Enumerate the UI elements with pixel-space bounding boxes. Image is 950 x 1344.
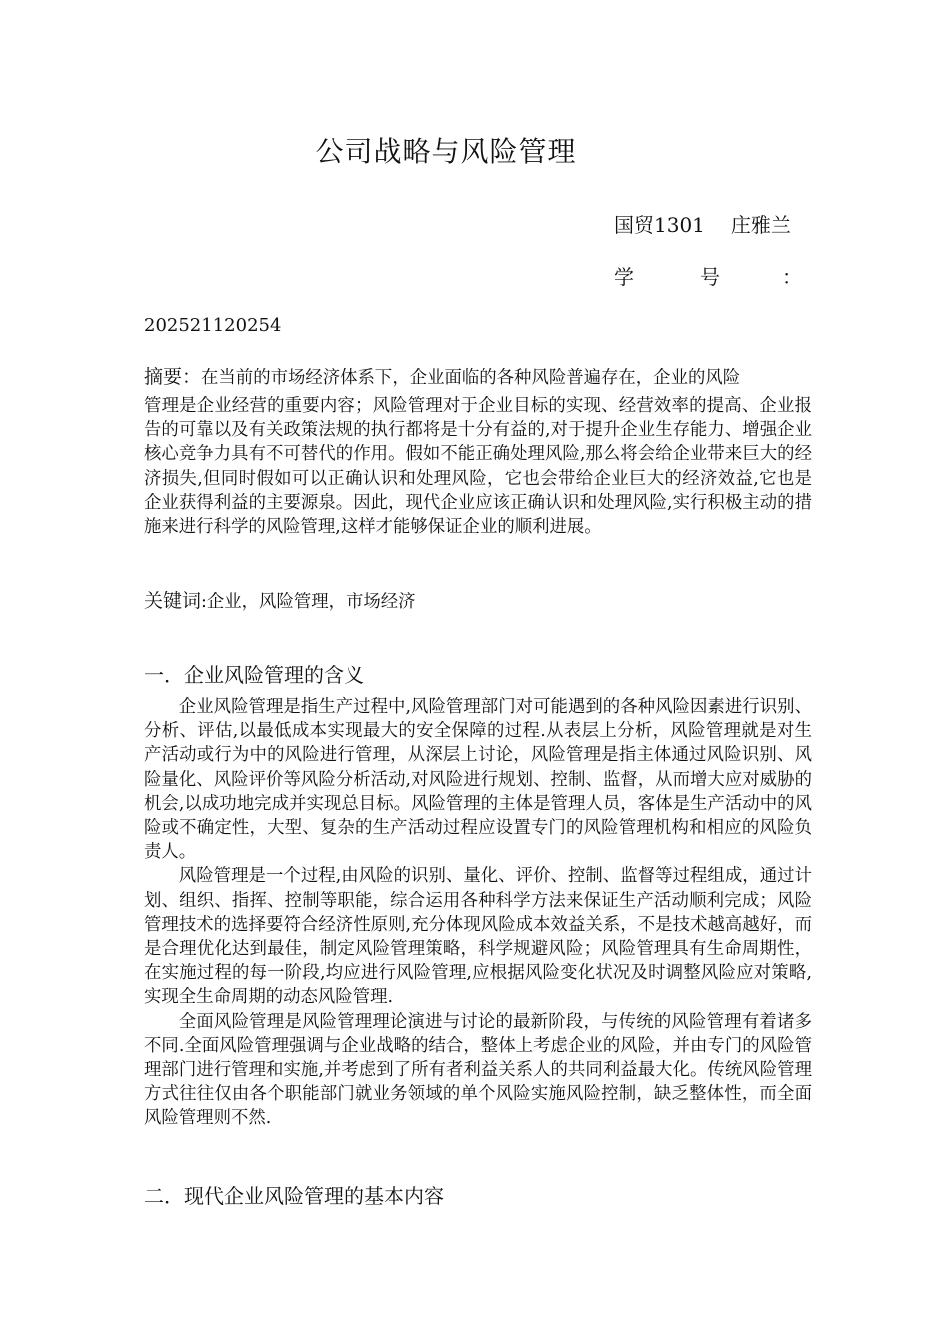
keywords-label: 关键词 xyxy=(144,590,202,612)
paragraph: 风险管理是一个过程,由风险的识别、量化、评价、控制、监督等过程组成，通过计划、组织、指挥、控制等职能，综合运用各种科学方法来保证生产活动顺利完成；风险管理技术的选择要符合经济性原则,充分体现风险成本效益关系，不是技术越高越好，而是合理优化达到最佳，制定风险管理策略，科学规避风险；风险管理具有生命周期性，在实施过程的每一阶段,均应进行风险管理,应根据风险变化状况及时调整风险应对策略,实现全生命周期的动态风险管理. xyxy=(144,866,812,1008)
section-heading-1: 一．企业风险管理的含义 xyxy=(144,663,364,687)
student-id-label-char-2: 号 xyxy=(700,265,720,289)
author-name: 庄雅兰 xyxy=(730,213,791,237)
keywords-text: :企业，风险管理，市场经济 xyxy=(201,592,416,612)
abstract-first-line-text: 在当前的市场经济体系下，企业面临的各种风险普遍存在，企业的风险 xyxy=(201,368,741,388)
student-id-label-colon: ： xyxy=(782,265,802,289)
document-title: 公司战略与风险管理 xyxy=(315,135,577,168)
student-id-label-char-1: 学 xyxy=(614,265,634,289)
abstract xyxy=(144,362,812,539)
author-line xyxy=(614,210,791,240)
abstract-first-line xyxy=(144,362,812,394)
paragraph: 企业风险管理是指生产过程中,风险管理部门对可能遇到的各种风险因素进行识别、分析、评估,以最低成本实现最大的安全保障的过程.从表层上分析，风险管理就是对生产活动或行为中的风险进行管理，从深层上讨论，风险管理是指主体通过风险识别、风险量化、风险评价等风险分析活动,对风险进行规划、控制、监督，从而增大应对威胁的机会,以成功地完成并实现总目标。风险管理的主体是管理人员，客体是生产活动中的风险或不确定性，大型、复杂的生产活动过程应设置专门的风险管理机构和相应的风险负责人。 xyxy=(144,697,812,863)
abstract-label: 摘要： xyxy=(144,366,202,388)
abstract-body: 管理是企业经营的重要内容；风险管理对于企业目标的实现、经营效率的提高、企业报告的可靠以及有关政策法规的执行都将是十分有益的,对于提升企业生存能力、增强企业核心竞争力具有不可替代的作用。假如不能正确处理风险,那么将会给企业带来巨大的经济损失,但同时假如可以正确认识和处理风险，它也会带给企业巨大的经济效益,它也是企业获得利益的主要源泉。因此，现代企业应该正确认识和处理风险,实行积极主动的措施来进行科学的风险管理,这样才能够保证企业的顺利进展。 xyxy=(144,396,812,538)
section-1-body xyxy=(144,695,812,1131)
student-id-value: 202521120254 xyxy=(144,315,282,336)
section-heading-2: 二．现代企业风险管理的基本内容 xyxy=(144,1184,444,1208)
paragraph: 全面风险管理是风险管理理论演进与讨论的最新阶段，与传统的风险管理有着诸多不同.全面风险管理强调与企业战略的结合，整体上考虑企业的风险，并由专门的风险管理部门进行管理和实施,并考虑到了所有者利益关系人的共同利益最大化。传统风险管理方式往往仅由各个职能部门就业务领域的单个风险实施风险控制，缺乏整体性，而全面风险管理则不然. xyxy=(144,1011,812,1129)
keywords xyxy=(144,586,416,617)
author-class: 国贸1301 xyxy=(614,213,705,237)
